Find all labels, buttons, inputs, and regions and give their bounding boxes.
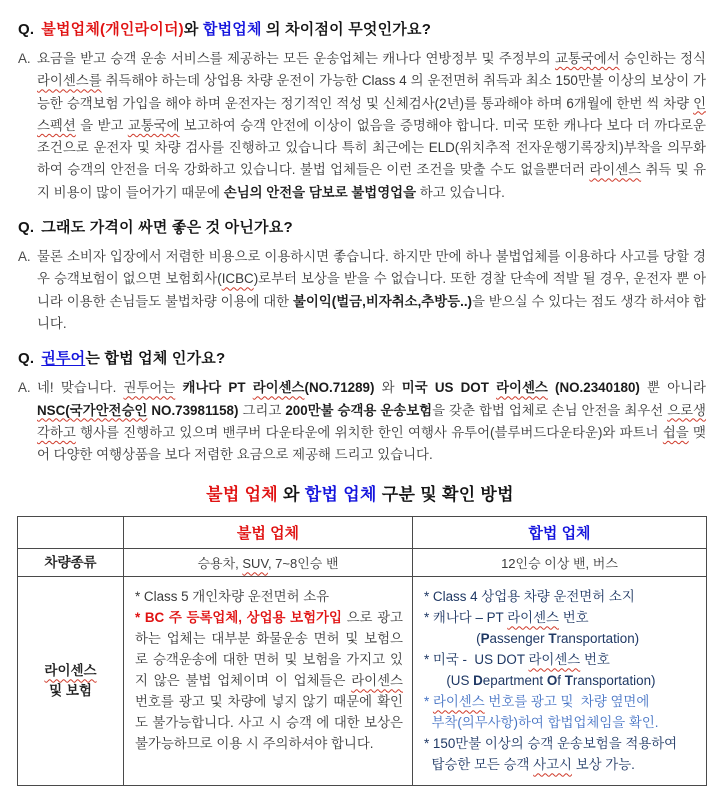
table-row-vehicle-type (18, 549, 707, 577)
vehicle-type-legal: 12인승 이상 밴, 버스 (413, 549, 707, 577)
qa-section-3 (14, 347, 706, 466)
question-1 (18, 18, 706, 39)
comparison-table (17, 516, 707, 786)
answer-1-text: 요금을 받고 승객 운송 서비스를 제공하는 모든 운송업체는 캐나다 연방정부 및 주정부의 교통국에서 승인하는 정식 라이센스를 취득해야 하는데 상업용 차량 운전이 가능한 Class 4 의 운전면허 취득과 최소 150만불 이상의 보상이 가능한 승객보험 가입을 해야 하며 운전자는 정기적인 적성 및 신체검사(2년)를 통과해야 하며 6개월에 한번 씩 차량 인스펙션 을 받고 교통국에 보고하여 승객 안전에 이상이 없음을 증명해야 합니다. 미국 또한 캐나다 보다 더 까다로운 조건으로 운전자 및 차량 검사를 진행하고 있습니다 특히 최근에는 ELD(위치추적 전자운행기록장치)부착을 의무화 하여 승객의 안전을 더욱 강화하고 있습니다. 불법 업체들은 이런 조건을 맞출 수도 없을뿐더러 라이센스 취득 및 유지 비용이 많이 들어가기 때문에 손님의 안전을 담보로 불법영업을 하고 있습니다. (37, 51, 707, 200)
qa-section-2 (14, 216, 706, 335)
answer-2 (18, 246, 706, 335)
question-1-marker: Q. (18, 21, 35, 38)
question-3-marker: Q. (18, 350, 35, 368)
header-illegal-cell: 불법 업체 (124, 517, 413, 549)
vehicle-type-illegal: 승용차, SUV, 7~8인승 밴 (124, 549, 413, 577)
question-3 (18, 347, 706, 368)
question-3-text: 권투어는 합법 업체 인가요? (41, 350, 226, 368)
table-row-license-insurance (18, 577, 707, 786)
license-insurance-legal: * Class 4 상업용 차량 운전면허 소지 * 캐나다 – PT 라이센스 번호 (Passenger Transportation) * 미국 - US DOT 라이센스 번호 (US Department Of Transportation) * 라이센스 번호를 광고 및 차량 옆면에 부착(의무사항)하여 합법업체임을 확인. * 150만불 이상의 승객 운송보험을 적용하여 탑승한 모든 승객 사고시 보상 가능. (413, 577, 707, 786)
question-2 (18, 216, 706, 237)
answer-2-marker: A. (18, 249, 31, 265)
answer-3-marker: A. (18, 380, 31, 396)
answer-1 (18, 48, 706, 204)
answer-1-marker: A. (18, 51, 31, 66)
vehicle-type-label: 차량종류 (18, 549, 124, 577)
question-2-text: 그래도 가격이 싸면 좋은 것 아닌가요? (41, 219, 293, 237)
qa-section-1 (14, 18, 706, 204)
answer-3-text: 네! 맞습니다. 권투어는 캐나다 PT 라이센스(NO.71289) 와 미국 US DOT 라이센스 (NO.2340180) 뿐 아니라 NSC(국가안전승인 NO.73981158) 그리고 200만불 승객용 운송보험을 갖춘 합법 업체로 손님 안전을 최우선 으로생각하고 행사를 진행하고 있으며 밴쿠버 다운타운에 위치한 한인 여행사 유투어(블루버드다운타운)와 파트너 쉽을 맺어 다양한 여행상품을 보다 저렴한 요금으로 제공해 드리고 있습니다. (37, 380, 706, 463)
answer-3 (18, 377, 706, 466)
question-1-text: 불법업체(개인라이더)와 합법업체 의 차이점이 무엇인가요? (41, 21, 432, 38)
header-empty-cell (18, 517, 124, 549)
header-legal-cell: 합법 업체 (413, 517, 707, 549)
comparison-table-title: 불법 업체 와 합법 업체 구분 및 확인 방법 (206, 485, 514, 505)
question-2-marker: Q. (18, 219, 35, 237)
license-insurance-label: 라이센스 및 보험 (18, 577, 124, 786)
table-header-row (18, 517, 707, 549)
license-insurance-illegal: * Class 5 개인차량 운전면허 소유 * BC 주 등록업체, 상업용 보험가입 으로 광고 하는 업체는 대부분 화물운송 면허 및 보험으로 승객운송에 대한 면허 및 보험을 가지고 있지 않은 불법 업체이며 이 업체들은 라이센스 번호를 광고 및 차량에 넣지 않기 때문에 확인도 불가능합니다. 사고 시 승객 에 대한 보상은 불가능하므로 이용 시 주의하셔야 합니다. (124, 577, 413, 786)
answer-2-text: 물론 소비자 입장에서 저렴한 비용으로 이용하시면 좋습니다. 하지만 만에 하나 불법업체를 이용하다 사고를 당할 경우 승객보험이 없으면 보험회사(ICBC)로부터 보상을 받을 수 없습니다. 또한 경찰 단속에 적발 될 경우, 운전자 뿐 아니라 이용한 손님들도 불법차량 이용에 대한 불이익(벌금,비자취소,추방등..)을 받으실 수 있다는 점도 생각 하셔야 합니다. (37, 249, 706, 331)
